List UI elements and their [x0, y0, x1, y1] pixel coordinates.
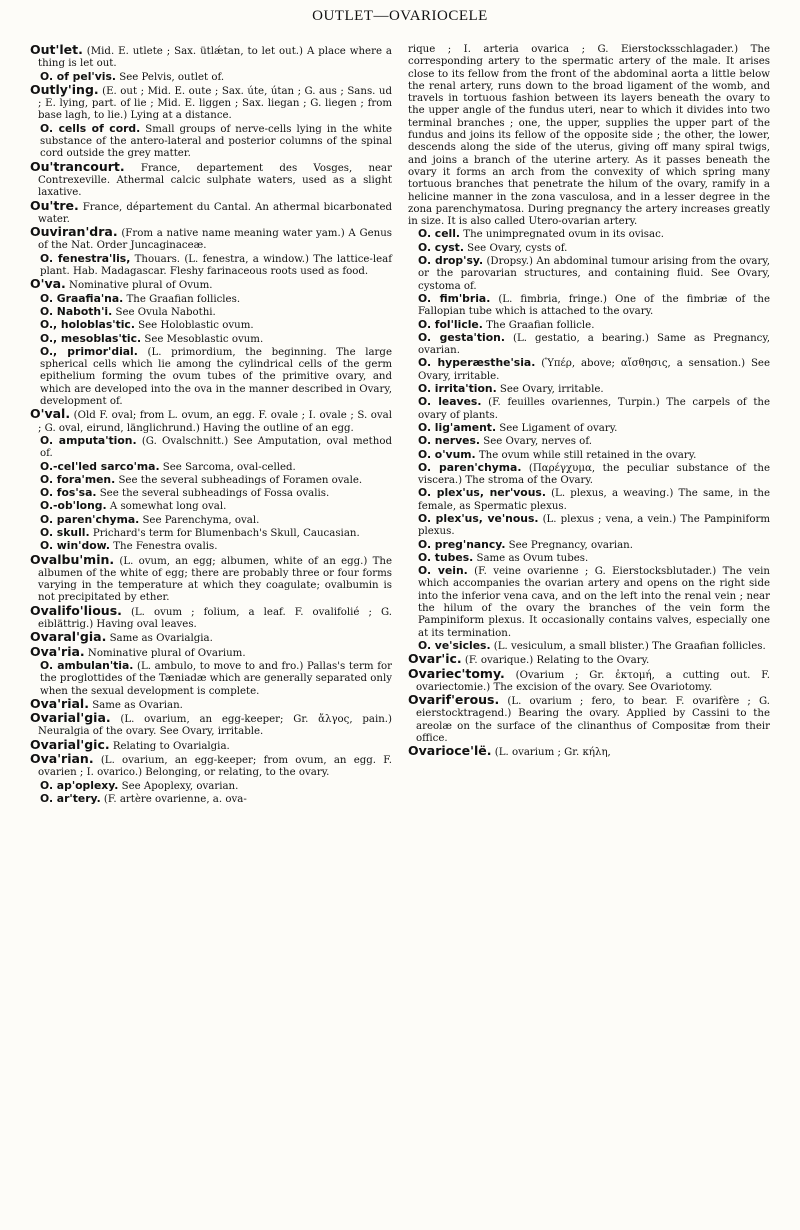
entry-definition: The Fenestra ovalis.	[110, 541, 218, 553]
dictionary-entry	[30, 712, 392, 739]
dictionary-entry	[30, 278, 392, 292]
dictionary-entry	[30, 780, 392, 793]
entry-definition: (Παρέγχυμα, the peculiar substance of the viscera.) The stroma of the Ovary.	[418, 462, 770, 487]
dictionary-entry	[408, 435, 770, 448]
entry-definition: The Graafian follicles.	[123, 293, 241, 305]
entry-definition: See Ovula Nabothi.	[112, 306, 216, 318]
dictionary-entry	[30, 197, 392, 227]
entry-headword: Out'let.	[30, 42, 83, 57]
right-column	[408, 44, 770, 760]
entry-definition: See Sarcoma, oval-celled.	[159, 461, 296, 473]
entry-headword: O. gesta'tion.	[418, 330, 505, 344]
entry-headword: Ovarial'gia.	[30, 710, 111, 726]
entry-headword: O. lig'ament.	[418, 420, 497, 434]
dictionary-entry	[30, 793, 392, 806]
dictionary-entry	[408, 462, 770, 488]
entry-headword: O. ar'tery.	[40, 791, 101, 805]
entry-definition: See Pregnancy, ovarian.	[505, 539, 633, 551]
dictionary-entry	[408, 745, 770, 759]
dictionary-entry	[30, 226, 392, 253]
entry-headword: Ovar'ic.	[408, 651, 462, 667]
dictionary-entry	[30, 44, 392, 71]
dictionary-entry	[30, 487, 392, 500]
entry-headword: Ova'rian.	[30, 751, 94, 767]
entry-definition: (F. artère ovarienne, a. ova-	[100, 793, 247, 805]
dictionary-entry	[408, 487, 770, 513]
entry-headword: O. hyperæsthe'sia.	[418, 356, 536, 370]
entry-definition: See Ovary, irritable.	[496, 384, 604, 396]
entry-headword: O. leaves.	[418, 395, 482, 409]
entry-headword: O. ve'sicles.	[418, 638, 491, 652]
entry-headword: Ovaral'gia.	[30, 629, 107, 645]
entry-definition: Small groups of nerve-cells lying in the white substance of the antero-lateral and posterior columns of the spinal cord outside the grey matter.	[40, 123, 393, 160]
entry-definition: (F. feuilles ovariennes, Turpin.) The carpels of the ovary of plants.	[418, 397, 771, 421]
entry-headword: O.-cel'led sarco'ma.	[40, 459, 160, 473]
entry-definition: (L. gestatio, a bearing.) Same as Pregnancy, ovarian.	[418, 332, 771, 357]
entry-definition: (L. ambulo, to move to and fro.) Pallas's term for the proglottides of the Tæniadæ which are generally separated only when the sexual development is complete.	[40, 660, 392, 697]
entry-headword: O'va.	[30, 276, 66, 292]
dictionary-entry	[408, 422, 770, 435]
entry-headword: O. of pel'vis.	[40, 69, 116, 83]
entry-headword: Ou'tre.	[30, 197, 79, 213]
entry-headword: Ova'rial.	[30, 695, 89, 711]
entry-definition: (Mid. E. utlete ; Sax. ütlǽtan, to let out.) A place where a thing is let out.	[38, 46, 392, 70]
entry-definition: See Apoplexy, ovarian.	[118, 780, 239, 792]
entry-headword: O. fim'bria.	[418, 291, 491, 305]
dictionary-entry	[30, 514, 392, 527]
dictionary-entry	[30, 408, 392, 435]
dictionary-entry	[30, 643, 392, 660]
dictionary-entry	[30, 660, 392, 698]
dictionary-entry	[408, 332, 770, 358]
dictionary-entry	[30, 753, 392, 780]
entry-headword: O. skull.	[40, 525, 90, 539]
entry-definition: (From a native name meaning water yam.) A Genus of the Nat. Order Juncaginaceæ.	[38, 228, 392, 252]
entry-headword: O. Graafia'na.	[40, 291, 124, 305]
dictionary-entry	[408, 694, 770, 745]
entry-headword: O'val.	[30, 406, 71, 422]
entry-headword: Ova'ria.	[30, 643, 85, 659]
entry-definition: See Ligament of ovary.	[496, 422, 618, 434]
entry-definition: Same as Ovarian.	[88, 699, 183, 711]
entry-definition: (L. ovarium ; fero, to bear. F. ovarifère ; G. eierstocktragend.) Bearing the ovary. Applied by Cassini to the areolæ on the surface of the clinanthus of Compositæ from their office.	[416, 696, 770, 745]
entry-definition: (L. ovum ; folium, a leaf. F. ovalifolié ; G. eiblättrig.) Having oval leaves.	[38, 606, 392, 631]
entry-headword: Ovarial'gic.	[30, 736, 110, 752]
dictionary-entry	[30, 551, 392, 605]
dictionary-entry	[408, 513, 770, 539]
entry-definition: See the several subheadings of Foramen ovale.	[115, 474, 363, 486]
entry-headword: Ouviran'dra.	[30, 224, 118, 240]
dictionary-entry	[408, 255, 770, 293]
entry-definition: Prichard's term for Blumenbach's Skull, Caucasian.	[89, 527, 360, 539]
entry-definition: (F. ovarique.) Relating to the Ovary.	[461, 655, 650, 667]
dictionary-entry	[30, 435, 392, 461]
entry-headword: O. irrita'tion.	[418, 382, 497, 396]
entry-definition: (L. ovarium, an egg-keeper; Gr. ἄλγος, pain.) Neuralgia of the ovary. See Ovary, irritable.	[38, 714, 392, 738]
dictionary-entry	[408, 242, 770, 255]
dictionary-entry	[408, 640, 770, 653]
entry-definition: (G. Ovalschnitt.) See Amputation, oval method of.	[40, 435, 392, 460]
entry-headword: O., primor'dial.	[40, 344, 138, 358]
entry-definition: (L. ovum, an egg; albumen, white of an egg.) The albumen of the white of egg; there are probably three or four forms varying in the temperature at which they coagulate; ovalbumin is not precipitated by ether.	[38, 555, 392, 604]
entry-definition: (F. veine ovarienne ; G. Eierstocksblutader.) The vein which accompanies the ovarian artery and opens on the right side into the inferior vena cava, and on the left into the renal vein ; near the hilum of the ovary the branches of the vein form the Pampiniform plexus. It occasionally contains valves, especially one at its termination.	[418, 566, 770, 639]
dictionary-entry	[408, 228, 770, 241]
entry-headword: O. fenestra'lis,	[40, 251, 131, 265]
entry-headword: Ovalifo'lious.	[30, 602, 122, 618]
entry-definition: See the several subheadings of Fossa ovalis.	[96, 488, 330, 500]
entry-definition: (L. plexus, a weaving.) The same, in the female, as Spermatic plexus.	[418, 488, 771, 512]
dictionary-entry	[30, 461, 392, 474]
dictionary-entry	[30, 293, 392, 306]
entry-headword: Ovalbu'min.	[30, 551, 115, 567]
dictionary-entry	[30, 333, 392, 346]
entry-headword: O. fora'men.	[40, 472, 116, 486]
entry-headword: O. paren'chyma.	[418, 460, 522, 474]
entry-headword: Ovarif'erous.	[408, 692, 500, 708]
left-column	[30, 44, 392, 806]
entry-headword: O. win'dow.	[40, 539, 111, 553]
entry-definition: (L. plexus ; vena, a vein.) The Pampiniform plexus.	[418, 513, 770, 538]
entry-definition: Relating to Ovarialgia.	[109, 740, 230, 752]
entry-headword: O. o'vum.	[418, 447, 476, 461]
dictionary-entry	[30, 474, 392, 487]
entry-headword: O. amputa'tion.	[40, 433, 137, 447]
entry-definition: (L. primordium, the beginning. The large spherical cells which lie among the cylindrical cells of the germ epithelium forming the ovum tubes of the primitive ovary, and which are developed into the ova in the manner described in Ovary, development of.	[40, 346, 392, 408]
entry-headword: O. cell.	[418, 227, 461, 241]
entry-definition: France, département du Cantal. An athermal bicarbonated water.	[38, 201, 392, 225]
entry-headword: O.-ob'long.	[40, 499, 107, 513]
dictionary-entry	[408, 565, 770, 640]
dictionary-entry	[30, 123, 392, 161]
entry-headword: Outly'ing.	[30, 81, 99, 97]
dictionary-entry	[30, 527, 392, 540]
dictionary-entry	[30, 500, 392, 513]
entry-definition: rique ; I. arteria ovarica ; G. Eierstocksschlagader.) The corresponding artery to the spermatic artery of the male. It arises close to its fellow from the front of the abdominal aorta a little below the renal artery, runs down to the broad ligament of the womb, and travels in tortuous fashion between its layers beneath the ovary to the upper angle of the fundus uteri, near to which it divides into two terminal branches ; one, the upper, supplies the upper part of the fundus and joins its fellow of the opposite side ; the other, the lower, descends along the side of the uterus, giving off many spiral twigs, and joins a branch of the uterine artery. As it passes beneath the ovary it forms an arch from the convexity of which spring many tortuous branches that penetrate the hilum of the ovary, ramify in a helicine manner in the zona vasculosa, and in a lesser degree in the zona parenchymatosa. During pregnancy the artery increases greatly in size. It is also called Utero-ovarian artery.	[408, 44, 770, 228]
dictionary-entry	[408, 552, 770, 565]
entry-definition: (L. fimbria, fringe.) One of the fimbriæ of the Fallopian tube which is attached to the ovary.	[418, 293, 770, 318]
entry-definition: A somewhat long oval.	[106, 501, 227, 513]
entry-headword: O. vein.	[418, 564, 468, 578]
entry-headword: O. paren'chyma.	[40, 512, 140, 526]
entry-headword: O. ambulan'tia.	[40, 658, 134, 672]
dictionary-entry	[30, 346, 392, 408]
entry-headword: O. ap'oplexy.	[40, 778, 119, 792]
entry-headword: O., mesoblas'tic.	[40, 331, 142, 345]
entry-definition: Nominative plural of Ovarium.	[84, 647, 246, 659]
dictionary-entry	[408, 449, 770, 462]
entry-headword: O. plex'us, ner'vous.	[418, 486, 546, 500]
dictionary-entry	[408, 293, 770, 319]
dictionary-entry	[408, 665, 770, 695]
entry-definition: (Ovarium ; Gr. ἐκτομή, a cutting out. F. ovariectomie.) The excision of the ovary. See Ovariotomy.	[416, 669, 770, 693]
entry-definition: France, departement des Vosges, near Contrexeville. Athermal calcic sulphate waters, used as a slight laxative.	[38, 162, 392, 199]
entry-headword: O., holoblas'tic.	[40, 318, 135, 332]
dictionary-entry	[30, 319, 392, 332]
entry-headword: Ou'trancourt.	[30, 158, 125, 174]
entry-definition: Thouars. (L. fenestra, a window.) The lattice-leaf plant. Hab. Madagascar. Fleshy farinaceous roots used as food.	[40, 253, 393, 278]
entry-definition: See Parenchyma, oval.	[139, 514, 260, 526]
entry-definition: (Ὑπέρ, above; αἴσθησις, a sensation.) See Ovary, irritable.	[418, 358, 770, 382]
entry-continuation	[408, 44, 770, 228]
entry-definition: See Ovary, nerves of.	[480, 436, 592, 448]
entry-definition: Nominative plural of Ovum.	[65, 280, 213, 292]
entry-headword: O. drop'sy.	[418, 254, 484, 268]
entry-definition: (Dropsy.) An abdominal tumour arising from the ovary, or the parovarian structures, and containing fluid. See Ovary, cystoma of.	[418, 256, 770, 292]
entry-definition: See Ovary, cysts of.	[463, 242, 568, 254]
entry-headword: O. nerves.	[418, 434, 481, 448]
dictionary-entry	[408, 396, 770, 422]
entry-definition: See Holoblastic ovum.	[134, 320, 254, 332]
entry-definition: (L. ovarium, an egg-keeper; from ovum, an egg. F. ovarien ; I. ovarico.) Belonging, or relating, to the ovary.	[38, 755, 392, 779]
dictionary-entry	[408, 357, 770, 383]
entry-headword: Ovarioce'lë.	[408, 743, 492, 759]
entry-definition: (L. ovarium ; Gr. κήλη,	[491, 747, 611, 759]
entry-headword: O. cyst.	[418, 240, 464, 254]
entry-definition: Same as Ovum tubes.	[473, 552, 589, 564]
entry-definition: See Mesoblastic ovum.	[141, 333, 264, 345]
dictionary-entry	[30, 158, 392, 200]
entry-headword: O. cells of cord.	[40, 121, 141, 135]
dictionary-entry	[408, 319, 770, 332]
entry-definition: The unimpregnated ovum in its ovisac.	[460, 229, 665, 241]
entry-headword: O. preg'nancy.	[418, 537, 506, 551]
entry-definition: The Graafian follicle.	[482, 319, 595, 331]
entry-definition: (E. out ; Mid. E. oute ; Sax. úte, útan ; G. aus ; Sans. ud ; E. lying, part. of lie ; Mid. E. liggen ; Sax. liegan ; G. liegen ; from base lagh, to lie.) Lying at a distance.	[38, 85, 392, 122]
entry-definition: (Old F. oval; from L. ovum, an egg. F. ovale ; I. ovale ; S. oval ; G. oval, eirund, länglichrund.) Having the outline of an egg.	[38, 410, 392, 434]
entry-headword: O. fol'licle.	[418, 317, 483, 331]
dictionary-entry	[30, 602, 392, 632]
dictionary-entry	[408, 383, 770, 396]
entry-headword: O. plex'us, ve'nous.	[418, 511, 539, 525]
entry-definition: Same as Ovarialgia.	[106, 633, 213, 645]
entry-headword: O. tubes.	[418, 550, 474, 564]
dictionary-entry	[30, 253, 392, 279]
dictionary-entry	[30, 306, 392, 319]
entry-definition: The ovum while still retained in the ovary.	[475, 449, 697, 461]
entry-headword: Ovariec'tomy.	[408, 665, 505, 681]
entry-definition: See Pelvis, outlet of.	[116, 71, 225, 83]
page-header: OUTLET—OVARIOCELE	[312, 8, 488, 24]
dictionary-entry	[408, 539, 770, 552]
dictionary-entry	[30, 81, 392, 123]
entry-headword: O. Naboth'i.	[40, 304, 113, 318]
entry-definition: (L. vesiculum, a small blister.) The Graafian follicles.	[490, 640, 766, 652]
entry-headword: O. fos'sa.	[40, 486, 97, 500]
